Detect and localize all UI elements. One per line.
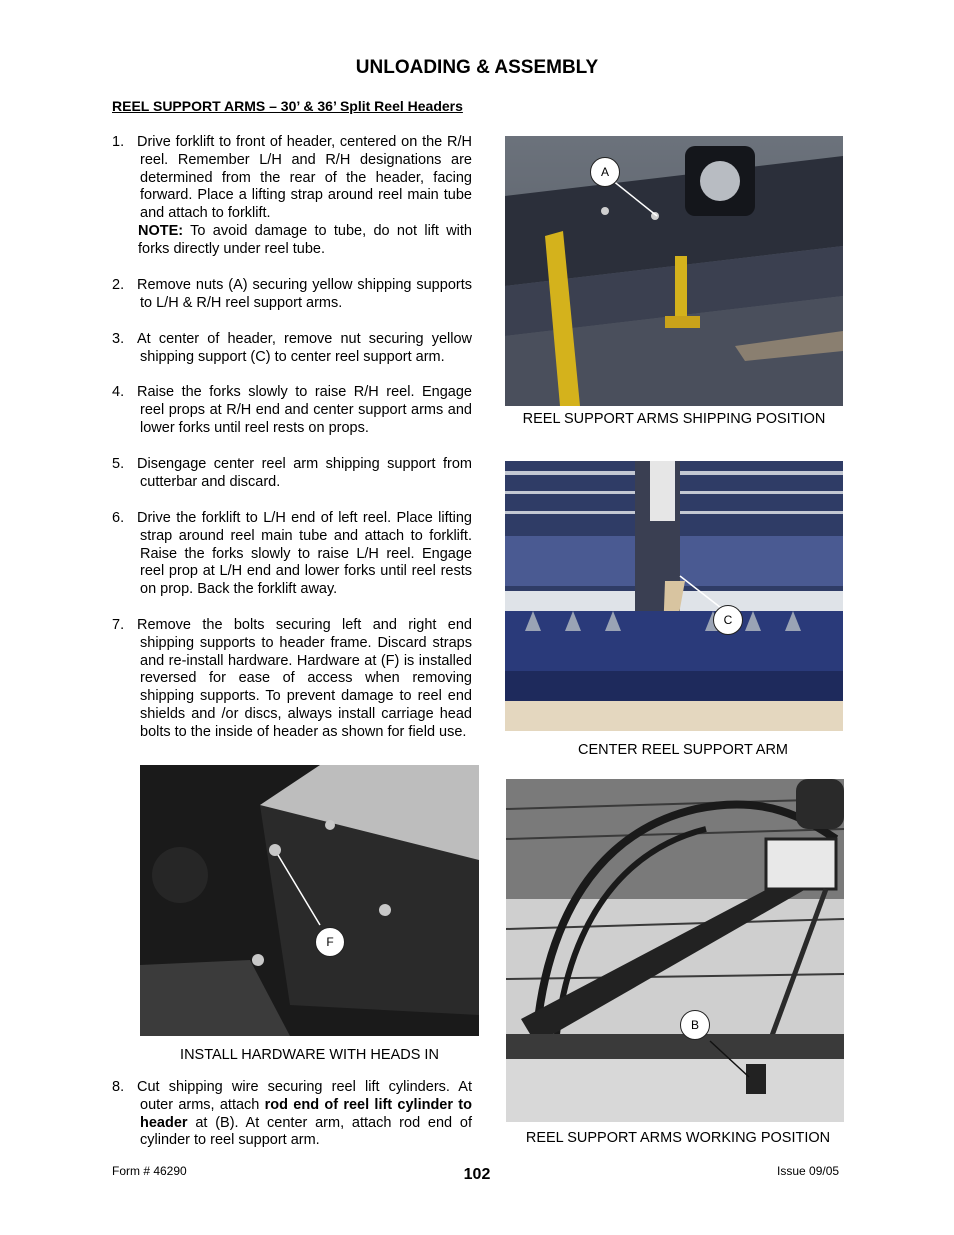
caption-center-support-arm: CENTER REEL SUPPORT ARM [577, 742, 789, 758]
step-number: 4. [112, 384, 125, 400]
step-text: Remove nuts (A) securing yellow shipping supports to L/H & R/H reel support arms. [137, 277, 472, 311]
photo-center-support-arm [505, 461, 843, 731]
step-number: 3. [112, 331, 125, 347]
step-text-part: at (B). At center arm, attach rod end of cylinder to reel support arm. [140, 1114, 472, 1149]
step-text: At center of header, remove nut securing yellow shipping support (C) to center reel support arm. [137, 331, 472, 365]
step-6 [112, 510, 472, 599]
callout-f: F [315, 927, 345, 957]
callout-b: B [680, 1010, 710, 1040]
step-note [112, 223, 472, 259]
step-number: 6. [112, 510, 125, 526]
callout-a: A [590, 157, 620, 187]
footer-issue: Issue 09/05 [777, 1164, 840, 1178]
step-5 [112, 456, 472, 492]
step-1 [112, 134, 472, 259]
step-text: Raise the forks slowly to raise R/H reel. Engage reel props at R/H end and center support arms and lower forks until reel rests on props. [137, 384, 472, 436]
photo-working-position [506, 779, 844, 1122]
step-number: 8. [112, 1079, 125, 1095]
caption-install-hardware: INSTALL HARDWARE WITH HEADS IN [180, 1047, 439, 1063]
step-3 [112, 331, 472, 367]
photo-install-hardware [140, 765, 479, 1036]
step-2 [112, 277, 472, 313]
section-heading: REEL SUPPORT ARMS – 30’ & 36’ Split Reel Headers [112, 98, 463, 114]
step-8 [112, 1079, 472, 1150]
step-text [112, 1079, 472, 1150]
step-text: Remove the bolts securing left and right end shipping supports to header frame. Discard straps and re-install hardware. Hardware at (F) is installed reversed for ease of access when removing shipping supports. To prevent damage to reel end shields and /or discs, always install carriage head bolts to the inside of header as shown for field use. [137, 617, 472, 740]
step-number: 1. [112, 134, 125, 150]
caption-working-position: REEL SUPPORT ARMS WORKING POSITION [525, 1130, 831, 1146]
step-number: 5. [112, 456, 125, 472]
step-number: 2. [112, 277, 125, 293]
step-number: 7. [112, 617, 125, 633]
photo-shipping-position [505, 136, 843, 406]
page-number: 102 [463, 1166, 491, 1183]
footer-form-number: Form # 46290 [112, 1164, 187, 1178]
step-4 [112, 384, 472, 437]
note-label: NOTE: [138, 222, 184, 239]
callout-c: C [713, 605, 743, 635]
step-7 [112, 617, 472, 742]
step-text: Drive the forklift to L/H end of left reel. Place lifting strap around reel main tube and attach to forklift. Raise the forks slowly to raise L/H reel. Engage reel prop at L/H end and lower forks until reel rests on prop. Back the forklift away. [137, 510, 472, 598]
step-text-part: Cut shipping wire securing reel lift cylinders. At outer arms, attach [137, 1079, 472, 1113]
step-text-bold: rod end of reel lift cylinder to header [140, 1096, 472, 1131]
page-title: UNLOADING & ASSEMBLY [355, 57, 599, 78]
caption-shipping-position: REEL SUPPORT ARMS SHIPPING POSITION [522, 411, 826, 427]
step-text: Drive forklift to front of header, centered on the R/H reel. Remember L/H and R/H designations are determined from the rear of the header, facing forward. Place a lifting strap around reel main tube and attach to forklift. [137, 134, 472, 222]
note-text: To avoid damage to tube, do not lift with forks directly under reel tube. [138, 222, 472, 257]
step-text: Disengage center reel arm shipping support from cutterbar and discard. [137, 456, 472, 490]
